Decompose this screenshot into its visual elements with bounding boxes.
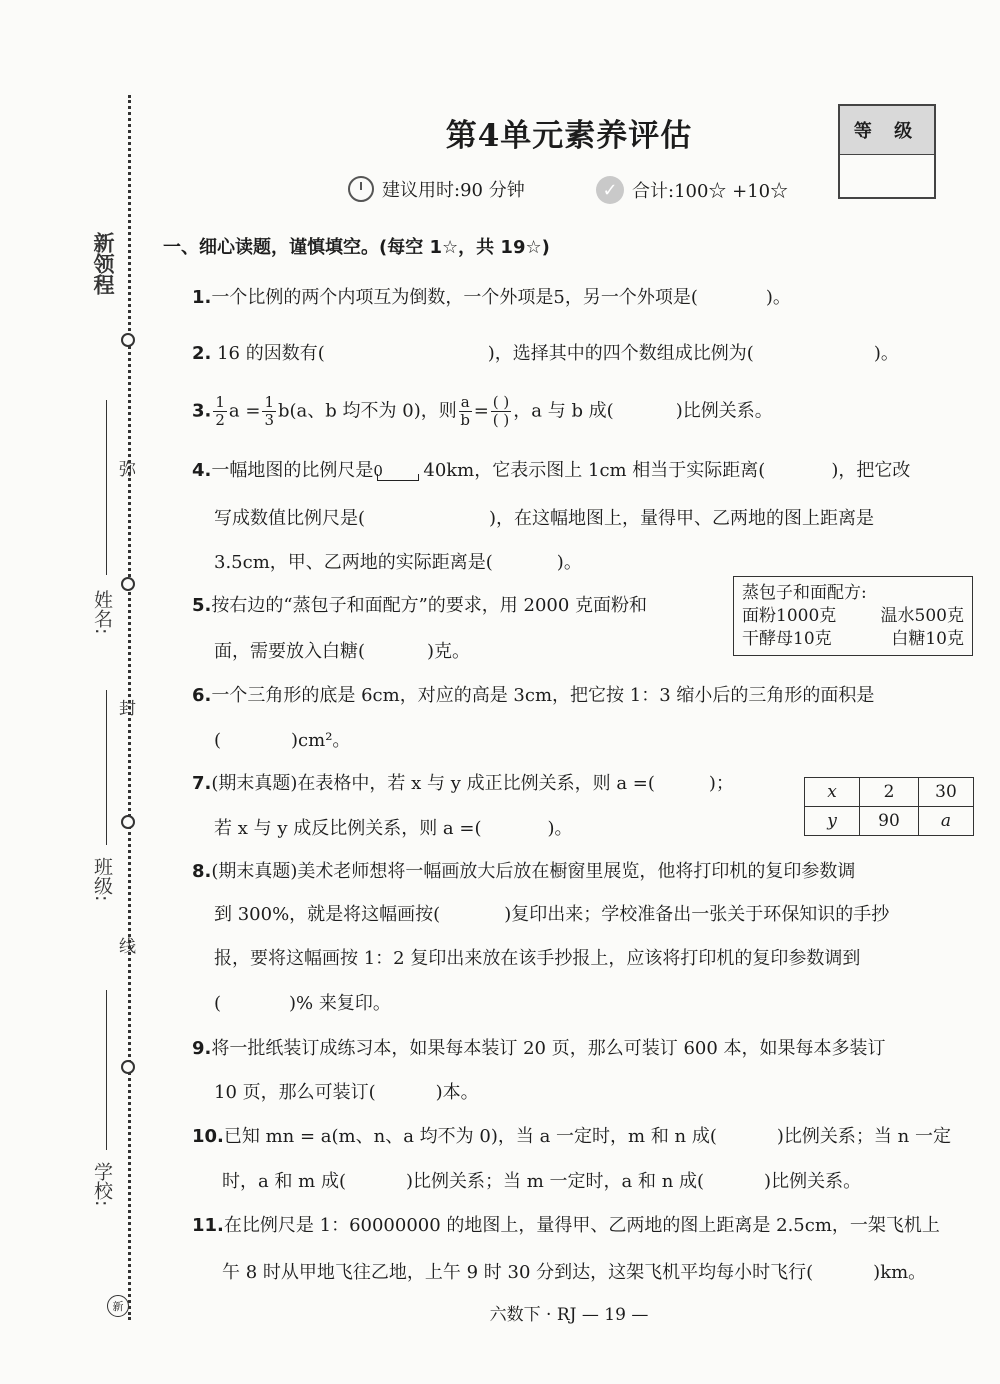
fraction: $\frac{1}{2}$: [215, 393, 225, 429]
question-text: (期末真题)在表格中，若 x 与 y 成正比例关系，则 a =(: [211, 773, 655, 794]
cut-mark: 线: [119, 937, 136, 957]
question-number: 4.: [192, 460, 212, 481]
question-number: 6.: [192, 685, 212, 706]
question-text: 一个三角形的底是 6cm，对应的高是 3cm，把它按 1：3 缩小后的三角形的面积是: [211, 685, 875, 706]
school-label: 学校:: [91, 1162, 113, 1207]
score-label: 合计:100☆ +10☆: [632, 181, 789, 202]
table-cell: x: [805, 778, 860, 807]
recipe-title: 蒸包子和面配方:: [742, 583, 867, 603]
fraction: $\frac{a}{b}$: [460, 393, 471, 429]
question-number: 2.: [192, 343, 212, 364]
question-text: )。: [873, 343, 899, 364]
question-text: )；: [708, 773, 734, 794]
question-number: 1.: [192, 287, 212, 308]
question-text: 时，a 和 m 成(: [222, 1171, 346, 1192]
question-text: (: [214, 993, 222, 1014]
question-text: (: [214, 730, 222, 751]
fraction: $\frac{1}{3}$: [264, 393, 275, 429]
question-5-line2: [214, 640, 470, 664]
brand-text: 新领程: [91, 232, 115, 295]
question-4: [192, 459, 910, 483]
question-text: )克。: [427, 641, 471, 662]
question-text: 3.5cm，甲、乙两地的实际距离是(: [214, 552, 493, 573]
recipe-item: 温水500克: [880, 606, 964, 626]
question-4-line3: [214, 551, 582, 575]
question-text: )km。: [873, 1262, 927, 1283]
question-text: 到 300%，就是将这幅画按(: [214, 904, 441, 925]
binding-hole: [121, 1060, 135, 1074]
question-text: )。: [547, 818, 573, 839]
recipe-box: [733, 576, 973, 656]
question-text: )，选择其中的四个数组成比例为(: [487, 343, 754, 364]
question-8-line4: [214, 992, 391, 1016]
name-label: 姓名:: [91, 590, 113, 635]
question-text: )复印出来；学校准备出一张关于环保知识的手抄: [504, 904, 890, 925]
cut-mark: 封: [119, 699, 136, 719]
question-6: [192, 684, 874, 708]
table-cell: 30: [919, 778, 974, 807]
question-number: 11.: [192, 1215, 224, 1236]
question-number: 8.: [192, 861, 212, 882]
question-text: 若 x 与 y 成反比例关系，则 a =(: [214, 818, 482, 839]
question-number: 7.: [192, 773, 212, 794]
binding-hole: [121, 577, 135, 591]
question-number: 9.: [192, 1038, 212, 1059]
table-cell: 90: [860, 807, 919, 836]
xy-table: [804, 777, 974, 836]
question-text: )本。: [435, 1082, 479, 1103]
recipe-item: 面粉1000克: [742, 606, 837, 626]
question-text: 一幅地图的比例尺是: [211, 460, 374, 481]
question-text: 在比例尺是 1：60000000 的地图上，量得甲、乙两地的图上距离是 2.5cm，一架飞机上: [223, 1215, 940, 1236]
question-text: )。: [556, 552, 582, 573]
table-cell: 2: [860, 778, 919, 807]
question-9-line2: [214, 1081, 479, 1105]
question-7-line2: [214, 817, 573, 841]
recipe-item: 干酵母10克: [742, 629, 832, 649]
question-text: ，它表示图上 1cm 相当于实际距离(: [474, 460, 766, 481]
time-info: [348, 176, 525, 202]
table-cell: y: [805, 807, 860, 836]
question-text: )，把它改: [831, 460, 911, 481]
question-8-line3: [214, 947, 860, 971]
grade-label: 等 级: [840, 106, 934, 155]
question-text: )，在这幅地图上，量得甲、乙两地的图上距离是: [489, 508, 875, 529]
question-number: 3.: [192, 400, 212, 422]
publisher-stamp: 新: [107, 1295, 129, 1317]
question-text: (期末真题)美术老师想将一幅画放大后放在橱窗里展览，他将打印机的复印参数调: [211, 861, 856, 882]
question-text: )比例关系。: [764, 1171, 862, 1192]
time-label: 建议用时:90 分钟: [382, 180, 525, 201]
question-text: )比例关系；当 m 一定时，a 和 n 成(: [406, 1171, 705, 1192]
table-row: [805, 778, 974, 807]
class-line: [106, 690, 107, 845]
question-6-line2: [214, 729, 350, 753]
question-8: [192, 860, 855, 884]
question-text: a =: [228, 400, 261, 422]
question-8-line2: [214, 903, 889, 927]
class-label: 班级:: [91, 857, 113, 902]
cut-mark: 弥: [119, 460, 136, 480]
question-text: 报，要将这幅画按 1：2 复印出来放在该手抄报上，应该将打印机的复印参数调到: [214, 948, 861, 969]
score-info: [596, 176, 788, 204]
question-number: 5.: [192, 595, 212, 616]
scale-label: 40km: [423, 460, 475, 481]
table-row: [805, 807, 974, 836]
question-text: 10 页，那么可装订(: [214, 1082, 376, 1103]
scale-bar: 0: [373, 465, 423, 483]
question-text: )cm²。: [291, 730, 351, 751]
question-text: )% 来复印。: [289, 993, 391, 1014]
question-text: b(a、b 均不为 0)，则: [278, 400, 457, 422]
question-11: [192, 1214, 940, 1238]
name-line: [106, 400, 107, 575]
page-title: 第4单元素养评估: [445, 118, 693, 154]
question-7: [192, 772, 734, 796]
question-5: [192, 594, 647, 618]
question-text: 午 8 时从甲地飞往乙地，上午 9 时 30 分到达，这架飞机平均每小时飞行(: [222, 1262, 814, 1283]
question-number: 10.: [192, 1126, 224, 1147]
question-text: 写成数值比例尺是(: [214, 508, 366, 529]
checkmark-icon: ✓: [596, 176, 624, 204]
binding-hole: [121, 815, 135, 829]
stopwatch-icon: [348, 176, 374, 202]
table-cell: a: [919, 807, 974, 836]
page-footer: 六数下 · RJ — 19 —: [489, 1305, 649, 1325]
question-3: [192, 394, 773, 429]
question-text: 将一批纸装订成练习本，如果每本装订 20 页，那么可装订 600 本，如果每本多装订: [211, 1038, 886, 1059]
grade-box: [838, 104, 936, 199]
question-9: [192, 1037, 886, 1061]
recipe-item: 白糖10克: [891, 629, 964, 649]
question-2: [192, 342, 899, 366]
section-heading: 一、细心读题，谨慎填空。(每空 1☆，共 19☆): [163, 237, 550, 258]
question-4-line2: [214, 507, 874, 531]
school-line: [106, 990, 107, 1150]
question-text: 16 的因数有(: [217, 343, 325, 364]
question-text: 按右边的“蒸包子和面配方”的要求，用 2000 克面粉和: [211, 595, 648, 616]
question-text: 已知 mn = a(m、n、a 均不为 0)，当 a 一定时，m 和 n 成(: [223, 1126, 717, 1147]
question-text: ，a 与 b 成(: [513, 400, 614, 422]
question-1: [192, 286, 791, 310]
question-text: )。: [765, 287, 791, 308]
question-10-line2: [222, 1170, 861, 1194]
question-10: [192, 1125, 951, 1149]
question-text: )比例关系；当 n 一定: [776, 1126, 951, 1147]
question-text: 面，需要放入白糖(: [214, 641, 366, 662]
question-text: 一个比例的两个内项互为倒数，一个外项是5，另一个外项是(: [211, 287, 698, 308]
question-text: =: [473, 400, 489, 422]
fraction-blank[interactable]: $\frac{( )}{( )}$: [492, 393, 510, 429]
binding-hole: [121, 333, 135, 347]
question-text: )比例关系。: [675, 400, 773, 422]
question-11-line2: [222, 1261, 926, 1285]
